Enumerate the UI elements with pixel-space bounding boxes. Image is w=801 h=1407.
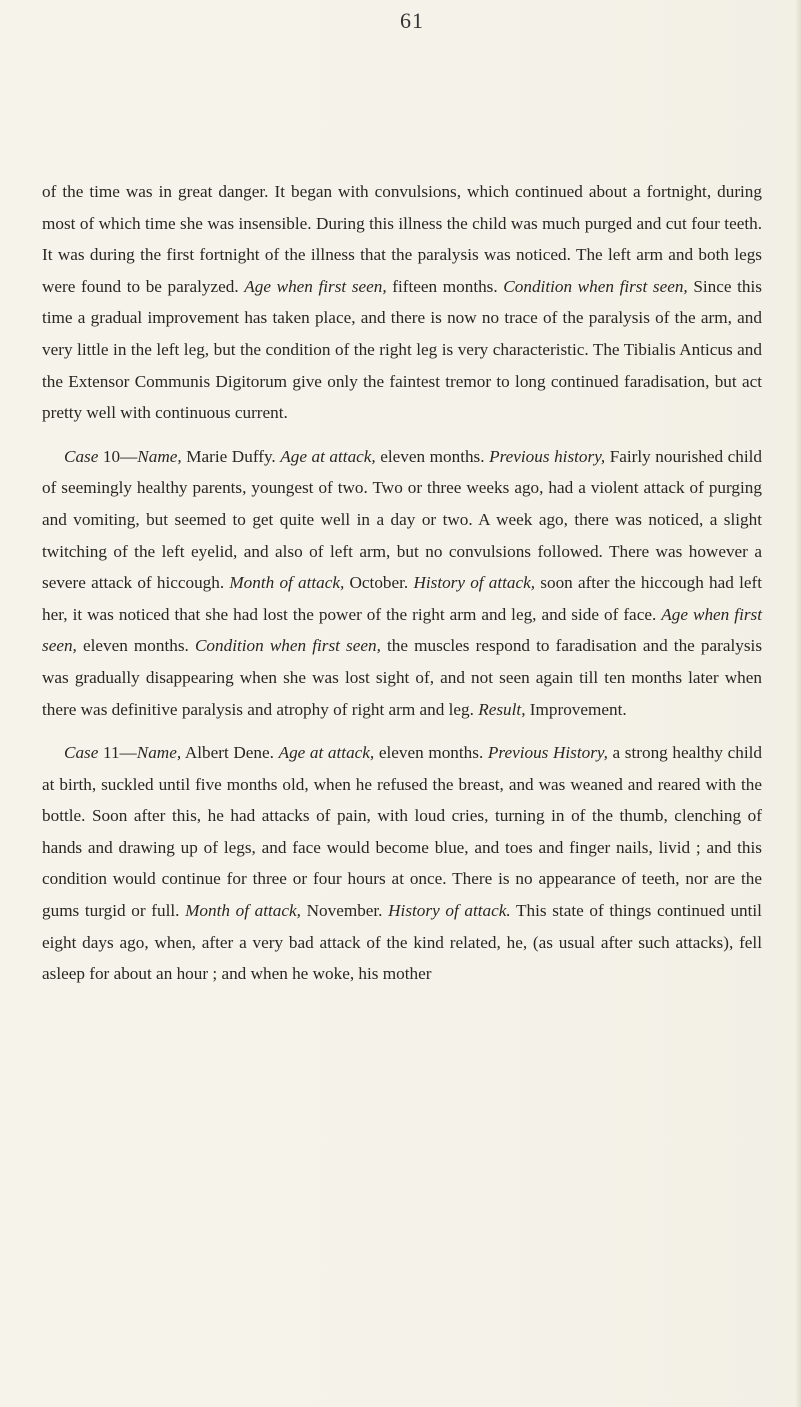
text-run: 10— — [98, 446, 138, 466]
text-run: Albert Dene. — [181, 743, 279, 763]
text-run: the muscles respond to faradisation and the paralysis was gradually disappearing when she was lost sight of, and not seen again till ten months later when there was definitive paralysis and atrophy of right arm and leg. — [42, 636, 763, 719]
italic-label: Age when first seen, — [42, 604, 762, 656]
text-run: November. — [300, 901, 389, 921]
italic-label: Name, — [137, 446, 182, 466]
page-edge-shadow — [795, 0, 801, 1407]
text-run: eleven months. — [76, 636, 195, 656]
text-run: Since this time a gradual improvement has taken place, and there is now no trace of the paralysis of the arm, and very little in the left leg, but the condition of the right leg is very characteristic. The Tibialis Anticus and the Extensor Communis Digitorum give only the faintest tremor to long continued faradisation, but act pretty well with continuous current. — [42, 276, 762, 423]
text-run: Fairly nourished child of seemingly healthy parents, youngest of two. Two or three weeks ago, had a violent attack of purging and vomiting, but seemed to get quite well in a day or two. A week ago, there was noticed, a slight twitching of the left eyelid, and also of left arm, but no convulsions followed. There was however a severe attack of hiccough. — [42, 446, 762, 593]
italic-label: Month of attack, — [229, 573, 345, 593]
text-run: soon after the hiccough had left her, it was noticed that she had lost the power of the right arm and leg, and side of face. — [42, 573, 762, 624]
italic-label: Condition when first seen, — [503, 276, 688, 296]
text-run: eleven months. — [374, 743, 488, 763]
italic-label: History of attack. — [388, 901, 511, 921]
italic-label: Result, — [478, 699, 526, 719]
italic-label: Age at attack, — [278, 743, 375, 763]
italic-label: Condition when first seen, — [194, 636, 381, 656]
text-run: This state of things continued until eight days ago, when, after a very bad attack of the kind related, he, (as usual after such attacks), fell asleep for about an hour ; and when he woke, his mother — [42, 901, 762, 984]
italic-label: Previous History, — [487, 743, 608, 763]
text-run: of the time was in great danger. It began with convulsions, which continued about a fortnight, during most of which time she was insensible. During this illness the child was much purged and cut four teeth. It was during the first fortnight of the illness that the paralysis was noticed. The left arm and both legs were found to be paralyzed. — [42, 182, 762, 296]
italic-label: Age when first seen, — [244, 276, 387, 296]
text-run: October. — [344, 573, 414, 593]
italic-label: Case — [64, 743, 99, 763]
paragraph-case-10 — [42, 441, 762, 725]
text-run: eleven months. — [375, 446, 490, 466]
italic-label: History of attack, — [413, 573, 536, 593]
text-run: 11— — [98, 743, 137, 763]
text-run: Marie Duffy. — [181, 446, 281, 466]
italic-label: Previous history, — [489, 446, 606, 466]
italic-label: Age at attack, — [280, 446, 376, 466]
text-run: Improvement. — [525, 699, 627, 719]
italic-label: Case — [64, 446, 99, 466]
body-text — [42, 176, 762, 1002]
paragraph-continuation — [42, 176, 762, 429]
page-number: 61 — [400, 8, 424, 33]
italic-label: Month of attack, — [185, 901, 301, 921]
text-run: fifteen months. — [386, 276, 504, 296]
paragraph-case-11 — [42, 737, 762, 990]
text-run: a strong healthy child at birth, suckled until five months old, when he refused the breast, and was weaned and reared with the bottle. Soon after this, he had attacks of pain, with loud cries, turning in of the thumb, clenching of hands and drawing up of legs, and face would become blue, and toes and finger nails, livid ; and this condition would continue for three or four hours at once. There is no appearance of teeth, nor are the gums turgid or full. — [42, 743, 762, 921]
italic-label: Name, — [136, 743, 182, 763]
